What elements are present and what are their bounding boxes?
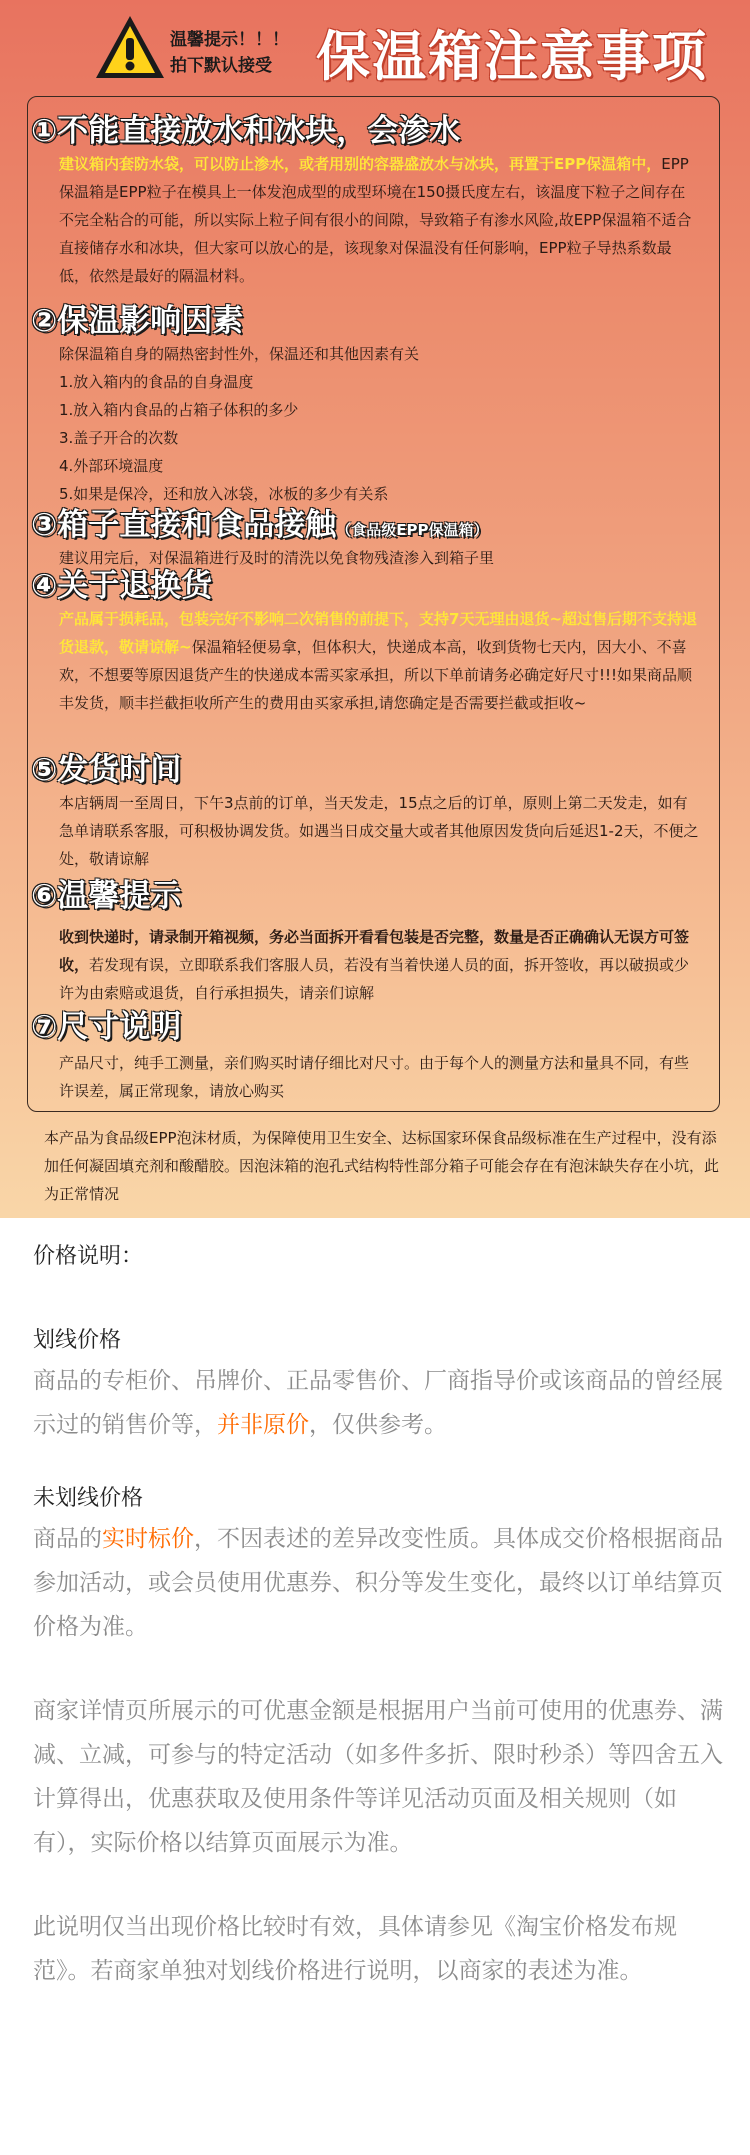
unstrike-price-text: [33, 1517, 723, 1649]
section-4-text: [59, 605, 699, 717]
section-1-text: [59, 150, 699, 290]
unstrike-price-title: 未划线价格: [33, 1486, 144, 1511]
section-2-intro: 除保温箱自身的隔热密封性外，保温还和其他因素有关: [59, 345, 420, 363]
section-6-body: 若发现有误，立即联系我们客服人员，若没有当着快递人员的面，拆开签收，再以破损或少许为由索赔或退货，自行承担损失，请亲们谅解: [59, 956, 690, 1002]
section-7-title: ⑦尺寸说明: [31, 1009, 182, 1045]
strike-price-part1: 商品的专柜价、吊牌价、正品零售价、厂商指导价或该商品的曾经展示过的销售价等，: [33, 1368, 723, 1438]
section-3-title-text: ③箱子直接和食品接触: [31, 507, 337, 543]
section-5-body: 本店辆周一至周日，下午3点前的订单，当天发走，15点之后的订单，原则上第二天发走，如有急单请联系客服，可积极协调发货。如遇当日成交量大或者其他原因发货向后延迟1-2天，不便之处，敬请谅解: [59, 794, 699, 868]
section-6-title: ⑥温馨提示: [31, 878, 182, 914]
price-rule-note: 此说明仅当出现价格比较时有效，具体请参见《淘宝价格发布规范》。若商家单独对划线价格进行说明，以商家的表述为准。: [33, 1914, 677, 1984]
section-2-item: 3.盖子开合的次数: [59, 429, 179, 447]
strike-price-part2: ，仅供参考。: [309, 1412, 447, 1438]
not-original-price-highlight: 并非原价: [217, 1412, 309, 1438]
tip-line-1: 温馨提示！！！: [170, 30, 289, 50]
section-1-body: EPP保温箱是EPP粒子在模具上一体发泡成型的成型环境在150摄氏度左右，该温度下粒子之间存在不完全粘合的可能，所以实际上粒子间有很小的间隙，导致箱子有渗水风险,故EPP保温箱不适合直接储存水和冰块，但大家可以放心的是，该现象对保温没有任何影响，EPP粒子导热系数最低，依然是最好的隔温材料。: [59, 155, 692, 285]
section-2-item: 5.如果是保冷，还和放入冰袋，冰板的多少有关系: [59, 485, 389, 503]
section-7-body: 产品尺寸，纯手工测量，亲们购买时请仔细比对尺寸。由于每个人的测量方法和量具不同，有些许误差，属正常现象，请放心购买: [59, 1054, 690, 1100]
material-footer-note: 本产品为食品级EPP泡沫材质，为保障使用卫生安全、达标国家环保食品级标准在生产过程中，没有添加任何凝固填充剂和酸醋胶。因泡沫箱的泡孔式结构特性部分箱子可能会存在有泡沫缺失存在小坑，此为正常情况: [44, 1129, 720, 1203]
section-3-title: [31, 506, 489, 549]
page-title: 保温箱注意事项: [316, 25, 708, 88]
section-4-title: ④关于退换货: [31, 568, 213, 604]
section-2-title: ②保温影响因素: [31, 303, 244, 339]
unstrike-price-part1: 商品的: [33, 1526, 102, 1552]
strike-price-text: [33, 1359, 723, 1447]
section-5-title: ⑤发货时间: [31, 752, 182, 788]
strike-price-title: 划线价格: [33, 1328, 122, 1353]
section-1-title: ①不能直接放水和冰块，会渗水: [31, 113, 461, 149]
real-time-price-highlight: 实时标价: [102, 1526, 194, 1552]
section-1-highlight: 建议箱内套防水袋，可以防止渗水，或者用别的容器盛放水与冰块，再置于EPP保温箱中，: [59, 155, 662, 173]
section-3-body: 建议用完后，对保温箱进行及时的清洗以免食物残渣渗入到箱子里: [59, 549, 495, 567]
price-heading: 价格说明：: [33, 1244, 144, 1269]
warning-triangle-icon: [92, 12, 168, 84]
section-6-bold: 收到快递时，请录制开箱视频，务必当面拆开看看包装是否完整，数量是否正确确认无误方可签收，: [59, 928, 690, 974]
tip-line-2: 拍下默认接受: [170, 56, 272, 76]
section-4-body: 保温箱轻便易拿，但体积大，快递成本高，收到货物七天内，因大小、不喜欢，不想要等原因退货产生的快递成本需买家承担，所以下单前请务必确定好尺寸!!!如果商品顺丰发货，顺丰拦截拒收所产生的费用由买家承担,请您确定是否需要拦截或拒收~: [59, 638, 693, 712]
section-2-item: 1.放入箱内食品的占箱子体积的多少: [59, 401, 299, 419]
section-3-title-note: （食品级EPP保温箱）: [336, 521, 489, 539]
price-explanation: [33, 1225, 723, 1993]
unstrike-price-part2: ，不因表述的差异改变性质。具体成交价格根据商品参加活动，或会员使用优惠券、积分等发生变化，最终以订单结算页价格为准。: [33, 1526, 723, 1640]
section-4-highlight: 产品属于损耗品，包装完好不影响二次销售的前提下，支持7天无理由退货~超过售后期不支持退货退款，敬请谅解~: [59, 610, 698, 656]
discount-explanation: 商家详情页所展示的可优惠金额是根据用户当前可使用的优惠券、满减、立减，可参与的特定活动（如多件多折、限时秒杀）等四舍五入计算得出，优惠获取及使用条件等详见活动页面及相关规则（如有），实际价格以结算页面展示为准。: [33, 1698, 723, 1856]
poster-header: [0, 0, 750, 95]
section-6-text: [59, 923, 699, 1007]
section-2-item: 4.外部环境温度: [59, 457, 164, 475]
section-2-item: 1.放入箱内的食品的自身温度: [59, 373, 254, 391]
